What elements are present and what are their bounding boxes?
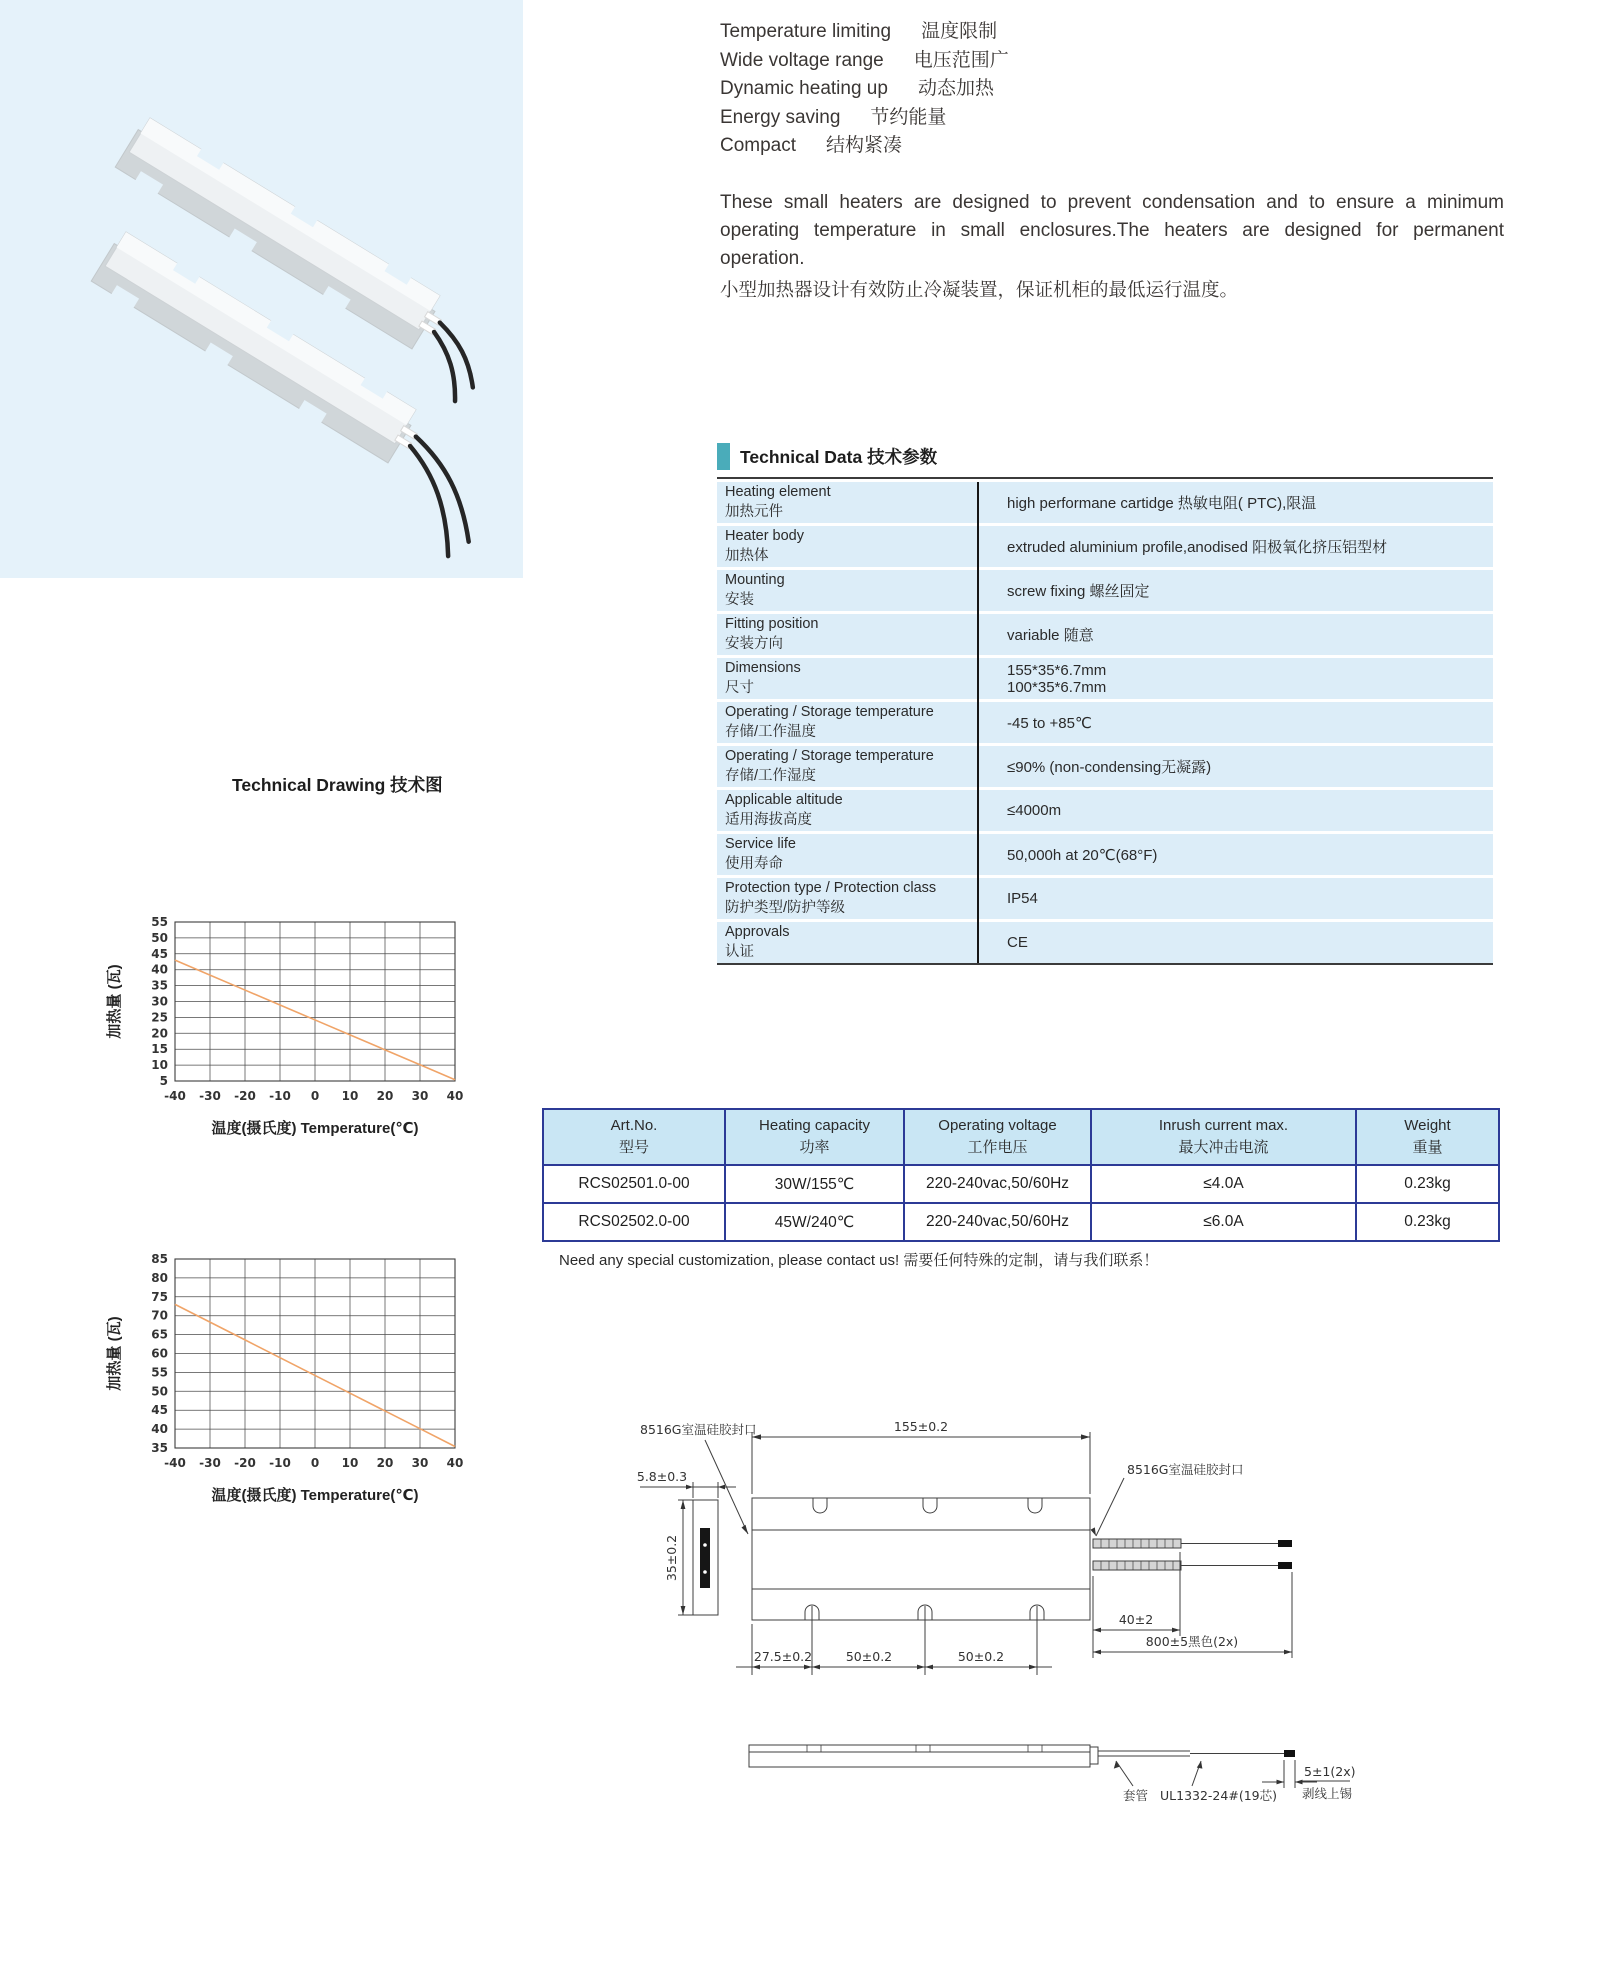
table-divider	[977, 482, 979, 963]
svg-text:40: 40	[151, 1422, 168, 1437]
feature-en: Energy saving	[720, 106, 841, 128]
header-row	[543, 1109, 1499, 1165]
technical-data-title: Technical Data 技术参数	[740, 447, 938, 467]
feature-zh: 动态加热	[917, 78, 994, 99]
svg-text:加热量 (瓦): 加热量 (瓦)	[106, 1316, 123, 1391]
feature-en: Compact	[720, 135, 797, 156]
table-row: Mounting 安装 screw fixing 螺丝固定	[717, 570, 1493, 611]
intro-chinese: 小型加热器设计有效防止冷凝装置，保证机柜的最低运行温度。	[720, 279, 1239, 300]
drawing-label-dim275: 27.5±0.2	[753, 1649, 813, 1664]
drawing-label-seal-right: 8516G室温硅胶封口	[1127, 1462, 1244, 1477]
svg-text:-40: -40	[164, 1456, 186, 1470]
customization-note: Need any special customization, please contact us! 需要任何特殊的定制，请与我们联系！	[559, 1252, 1159, 1269]
drawing-label-wire-spec: UL1332-24#(19芯)	[1160, 1788, 1277, 1803]
feature-en: Dynamic heating up	[720, 78, 888, 99]
table-row: Protection type / Protection class 防护类型/防护等级 IP54	[717, 878, 1493, 919]
table-row: RCS02501.0-00 30W/155℃ 220-240vac,50/60Hz ≤4.0A 0.23kg	[543, 1165, 1499, 1203]
svg-text:-10: -10	[269, 1456, 291, 1470]
table-row: Applicable altitude 适用海拔高度 ≤4000m	[717, 790, 1493, 831]
table-row: Heater body 加热体 extruded aluminium profile,anodised 阳极氧化挤压铝型材	[717, 526, 1493, 567]
feature-zh: 温度限制	[921, 21, 998, 42]
table-row: Operating / Storage temperature 存储/工作温度 -45 to +85℃	[717, 702, 1493, 743]
table-row: Service life 使用寿命 50,000h at 20℃(68°F)	[717, 834, 1493, 875]
drawing-label-dim35: 35±0.2	[664, 1534, 679, 1582]
svg-text:25: 25	[151, 1010, 168, 1025]
svg-text:0: 0	[310, 1089, 320, 1103]
technical-data-section	[717, 443, 1493, 965]
svg-text:-20: -20	[234, 1456, 256, 1470]
intro-paragraph	[720, 189, 1504, 302]
svg-text:70: 70	[151, 1308, 168, 1323]
product-photo	[0, 0, 523, 578]
table-row: Dimensions 尺寸 155*35*6.7mm 100*35*6.7mm	[717, 658, 1493, 699]
drawing-label-dim50a: 50±0.2	[845, 1649, 893, 1664]
svg-text:温度(摄氏度) Temperature(℃): 温度(摄氏度) Temperature(℃)	[211, 1120, 419, 1137]
technical-data-header	[717, 443, 1493, 479]
svg-text:40: 40	[446, 1456, 464, 1470]
drawing-label-tin: 剥线上锡	[1302, 1786, 1353, 1801]
heating-capacity-chart-45w	[95, 1248, 490, 1518]
svg-text:-40: -40	[164, 1089, 186, 1103]
col-heating-capacity: Heating capacity 功率	[725, 1109, 904, 1165]
cad-drawing	[490, 1390, 1410, 1870]
svg-text:45: 45	[151, 946, 168, 961]
svg-text:45: 45	[151, 1403, 168, 1418]
svg-text:-30: -30	[199, 1456, 221, 1470]
feature-item	[720, 102, 1009, 131]
table-row: Approvals 认证 CE	[717, 922, 1493, 963]
feature-zh: 节约能量	[870, 106, 947, 128]
drawing-label-dim58: 5.8±0.3	[636, 1469, 688, 1484]
svg-text:20: 20	[151, 1026, 168, 1041]
svg-text:10: 10	[341, 1456, 359, 1470]
feature-item	[720, 45, 1009, 74]
feature-en: Wide voltage range	[720, 49, 884, 71]
svg-text:55: 55	[151, 915, 168, 929]
heating-capacity-chart-30w	[95, 912, 490, 1157]
drawing-label-sleeve: 套管	[1123, 1788, 1149, 1803]
svg-text:-20: -20	[234, 1089, 256, 1103]
drawing-label-dim40: 40±2	[1118, 1612, 1154, 1627]
feature-list	[720, 16, 1009, 159]
svg-text:30: 30	[151, 994, 168, 1009]
svg-text:30: 30	[411, 1456, 429, 1470]
col-artno: Art.No. 型号	[543, 1109, 725, 1165]
table-row: Operating / Storage temperature 存储/工作湿度 ≤90% (non-condensing无凝露)	[717, 746, 1493, 787]
svg-text:10: 10	[341, 1089, 359, 1103]
svg-text:75: 75	[151, 1289, 168, 1304]
drawing-label-dim5: 5±1(2x)	[1304, 1764, 1356, 1779]
col-operating-voltage: Operating voltage 工作电压	[904, 1109, 1091, 1165]
svg-text:80: 80	[151, 1270, 168, 1285]
col-inrush-current: Inrush current max. 最大冲击电流	[1091, 1109, 1356, 1165]
table-row: Heating element 加热元件 high performane cartidge 热敏电阻( PTC),限温	[717, 482, 1493, 523]
table-row: RCS02502.0-00 45W/240℃ 220-240vac,50/60Hz ≤6.0A 0.23kg	[543, 1203, 1499, 1241]
svg-text:50: 50	[151, 1384, 168, 1399]
technical-data-rows	[717, 482, 1493, 965]
svg-text:50: 50	[151, 930, 168, 945]
svg-text:10: 10	[151, 1058, 168, 1073]
intro-english: These small heaters are designed to prevent condensation and to ensure a minimum operating temperature in small enclosures.The heaters are designed for permanent operation.	[720, 192, 1504, 269]
product-selection-table	[542, 1108, 1500, 1242]
table-row: Fitting position 安装方向 variable 随意	[717, 614, 1493, 655]
svg-text:60: 60	[151, 1346, 168, 1361]
svg-text:加热量 (瓦): 加热量 (瓦)	[106, 964, 123, 1039]
svg-text:20: 20	[376, 1089, 394, 1103]
feature-zh: 结构紧凑	[826, 135, 903, 156]
svg-text:15: 15	[151, 1042, 168, 1057]
svg-text:20: 20	[376, 1456, 394, 1470]
accent-bar	[717, 443, 730, 470]
svg-text:-30: -30	[199, 1089, 221, 1103]
svg-text:5: 5	[159, 1074, 168, 1088]
svg-text:40: 40	[151, 962, 168, 977]
drawing-label-dim155: 155±0.2	[893, 1419, 949, 1434]
svg-text:-10: -10	[269, 1089, 291, 1103]
feature-item	[720, 73, 1009, 102]
drawing-label-seal-top: 8516G室温硅胶封口	[640, 1422, 757, 1437]
svg-text:40: 40	[446, 1089, 464, 1103]
feature-item	[720, 16, 1009, 45]
heater-photo-illustration	[0, 0, 523, 578]
drawing-label-dim50b: 50±0.2	[957, 1649, 1005, 1664]
svg-text:30: 30	[411, 1089, 429, 1103]
drawing-label-dim800: 800±5黑色(2x)	[1145, 1634, 1239, 1649]
svg-text:35: 35	[151, 1441, 168, 1455]
svg-text:65: 65	[151, 1327, 168, 1342]
svg-text:35: 35	[151, 978, 168, 993]
col-weight: Weight 重量	[1356, 1109, 1499, 1165]
svg-text:0: 0	[310, 1456, 320, 1470]
feature-en: Temperature limiting	[720, 21, 892, 42]
svg-text:温度(摄氏度) Temperature(℃): 温度(摄氏度) Temperature(℃)	[211, 1487, 419, 1504]
feature-item	[720, 130, 1009, 159]
feature-zh: 电压范围广	[913, 49, 1009, 71]
svg-text:85: 85	[151, 1252, 168, 1266]
svg-text:55: 55	[151, 1365, 168, 1380]
technical-drawing-title: Technical Drawing 技术图	[232, 775, 443, 795]
